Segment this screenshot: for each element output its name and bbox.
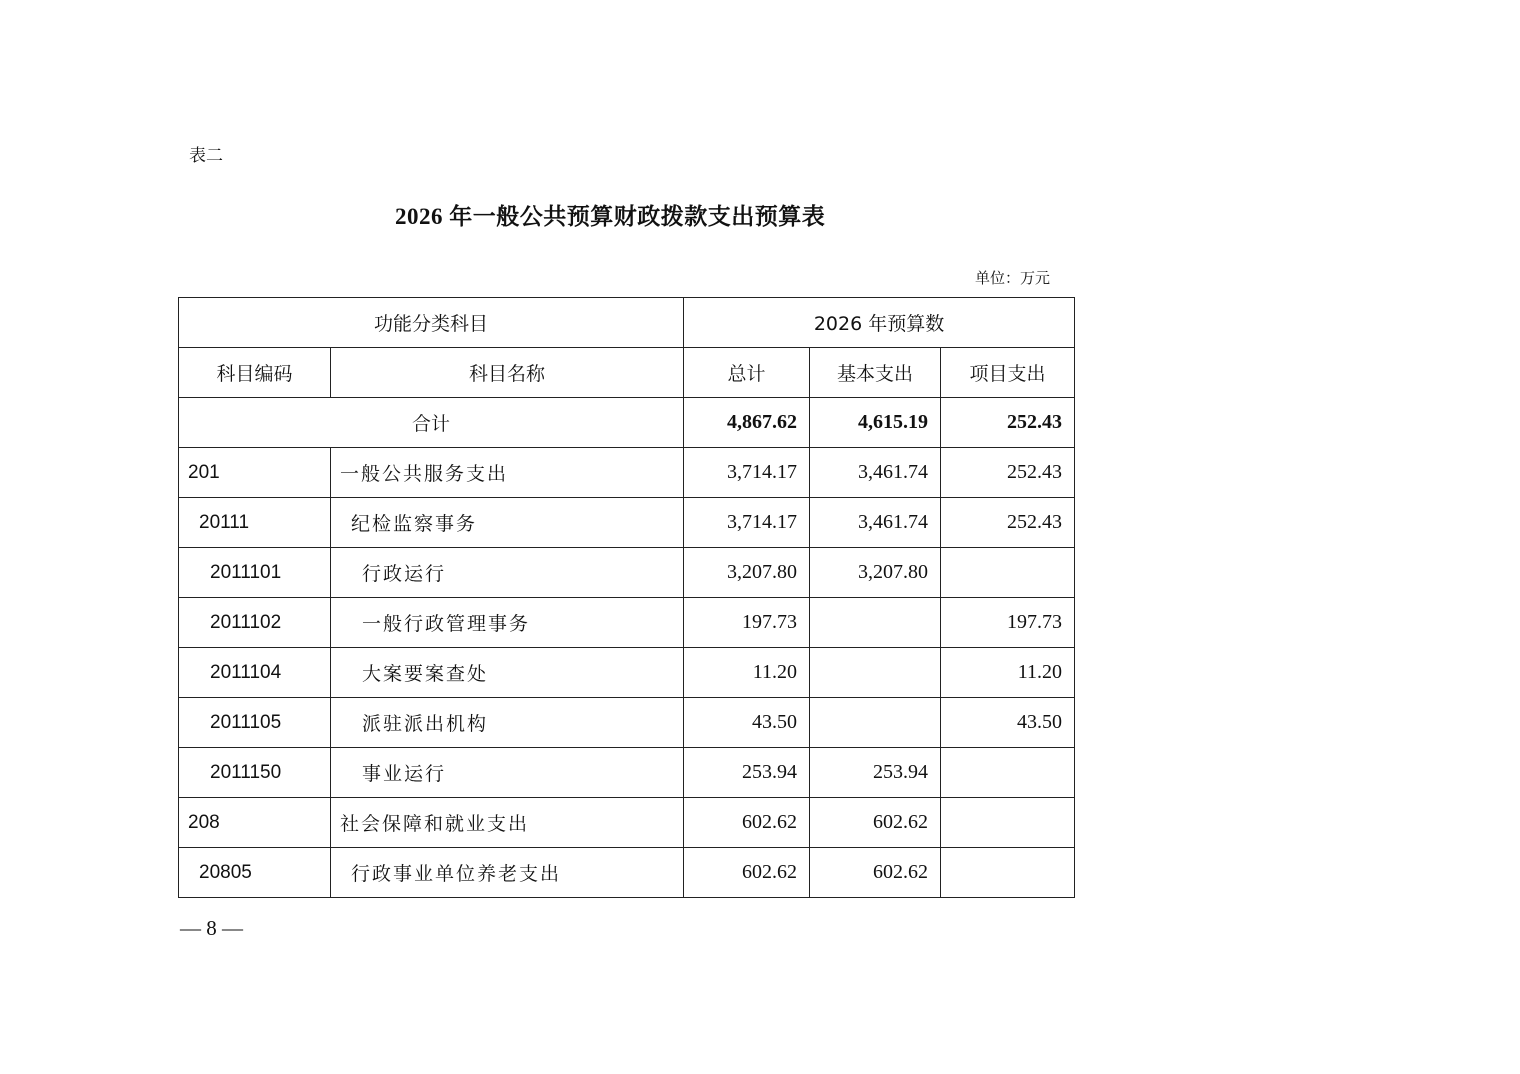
table-label: 表二 — [189, 146, 223, 166]
row-code: 208 — [179, 798, 331, 848]
header-total: 总计 — [684, 348, 810, 398]
row-basic: 3,461.74 — [810, 498, 941, 548]
row-project — [941, 798, 1075, 848]
page-title: 2026 年一般公共预算财政拨款支出预算表 — [395, 204, 826, 229]
row-basic — [810, 598, 941, 648]
row-code: 2011150 — [179, 748, 331, 798]
table-row — [179, 598, 1075, 648]
row-total: 3,714.17 — [684, 498, 810, 548]
row-basic: 602.62 — [810, 848, 941, 898]
row-basic — [810, 698, 941, 748]
table-row — [179, 448, 1075, 498]
row-total: 43.50 — [684, 698, 810, 748]
total-project: 252.43 — [941, 398, 1075, 448]
header-row-1 — [179, 298, 1075, 348]
row-name: 一般行政管理事务 — [331, 598, 684, 648]
row-name: 行政运行 — [331, 548, 684, 598]
table-row — [179, 848, 1075, 898]
header-budget-year: 2026 年预算数 — [684, 298, 1075, 348]
row-total: 3,714.17 — [684, 448, 810, 498]
table-row — [179, 498, 1075, 548]
row-project — [941, 548, 1075, 598]
row-project: 11.20 — [941, 648, 1075, 698]
header-project: 项目支出 — [941, 348, 1075, 398]
row-basic: 3,461.74 — [810, 448, 941, 498]
total-label: 合计 — [179, 398, 684, 448]
row-total: 11.20 — [684, 648, 810, 698]
row-total: 602.62 — [684, 848, 810, 898]
header-functional-classification: 功能分类科目 — [179, 298, 684, 348]
row-name: 社会保障和就业支出 — [331, 798, 684, 848]
row-project — [941, 748, 1075, 798]
row-total: 3,207.80 — [684, 548, 810, 598]
table-row — [179, 648, 1075, 698]
total-total: 4,867.62 — [684, 398, 810, 448]
total-row — [179, 398, 1075, 448]
budget-table — [178, 297, 1075, 898]
table-row — [179, 748, 1075, 798]
page-number: — 8 — — [180, 916, 243, 940]
row-name: 一般公共服务支出 — [331, 448, 684, 498]
row-name: 事业运行 — [331, 748, 684, 798]
row-total: 602.62 — [684, 798, 810, 848]
row-basic: 3,207.80 — [810, 548, 941, 598]
unit-label: 单位：万元 — [975, 269, 1051, 287]
row-code: 2011104 — [179, 648, 331, 698]
row-total: 253.94 — [684, 748, 810, 798]
row-name: 派驻派出机构 — [331, 698, 684, 748]
row-project: 252.43 — [941, 498, 1075, 548]
total-basic: 4,615.19 — [810, 398, 941, 448]
table-row — [179, 798, 1075, 848]
row-total: 197.73 — [684, 598, 810, 648]
row-code: 2011102 — [179, 598, 331, 648]
row-name: 大案要案查处 — [331, 648, 684, 698]
table-row — [179, 548, 1075, 598]
row-basic — [810, 648, 941, 698]
row-name: 纪检监察事务 — [331, 498, 684, 548]
row-project: 197.73 — [941, 598, 1075, 648]
row-code: 2011105 — [179, 698, 331, 748]
row-project: 43.50 — [941, 698, 1075, 748]
row-project: 252.43 — [941, 448, 1075, 498]
row-code: 201 — [179, 448, 331, 498]
row-code: 2011101 — [179, 548, 331, 598]
row-basic: 253.94 — [810, 748, 941, 798]
row-project — [941, 848, 1075, 898]
table-row — [179, 698, 1075, 748]
row-basic: 602.62 — [810, 798, 941, 848]
row-code: 20805 — [179, 848, 331, 898]
header-code: 科目编码 — [179, 348, 331, 398]
row-code: 20111 — [179, 498, 331, 548]
header-basic: 基本支出 — [810, 348, 941, 398]
row-name: 行政事业单位养老支出 — [331, 848, 684, 898]
header-row-2 — [179, 348, 1075, 398]
header-name: 科目名称 — [331, 348, 684, 398]
